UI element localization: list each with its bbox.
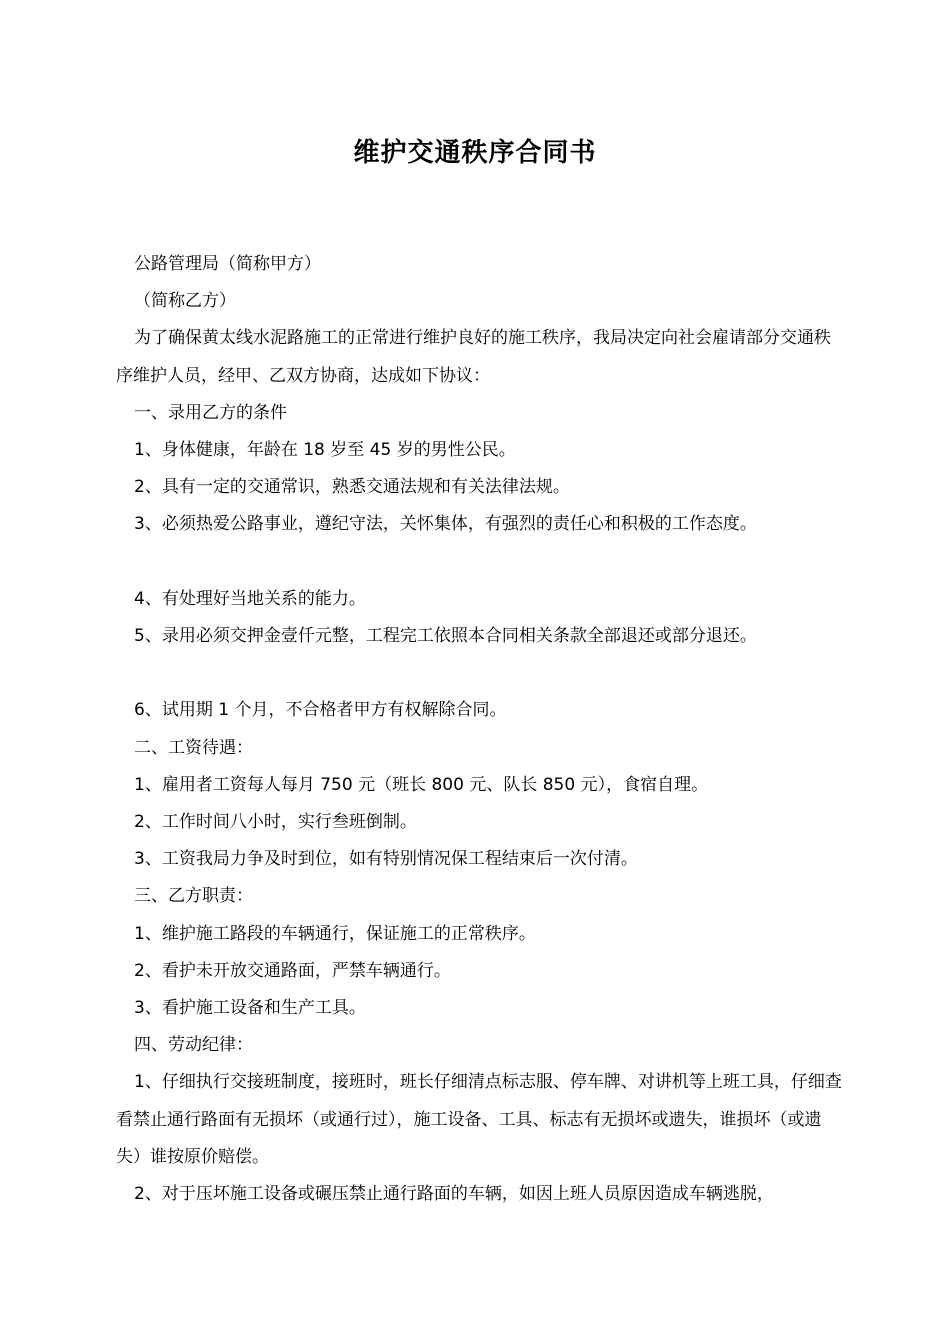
paragraph-discipline-1: 1、仔细执行交接班制度，接班时，班长仔细清点标志服、停车牌、对讲机等上班工具，仔细查看禁止通行路面有无损坏（或通行过），施工设备、工具、标志有无损坏或遗失，谁损坏（或遗失）谁按原价赔偿。 — [116, 1072, 842, 1167]
document-title: 维护交通秩序合同书 — [353, 138, 597, 168]
paragraph-condition-6: 6、试用期 1 个月，不合格者甲方有权解除合同。 — [134, 700, 507, 721]
paragraph-condition-3: 3、必须热爱公路事业，遵纪守法，关怀集体，有强烈的责任心和积极的工作态度。 — [134, 514, 757, 535]
paragraph-condition-4: 4、有处理好当地关系的能力。 — [134, 588, 366, 609]
paragraph-party-b: （简称乙方） — [134, 291, 236, 312]
paragraph-duty-3: 3、看护施工设备和生产工具。 — [134, 998, 366, 1019]
blank-line — [116, 544, 844, 581]
paragraph-wage-2: 2、工作时间八小时，实行叁班倒制。 — [134, 812, 417, 833]
paragraph-condition-2: 2、具有一定的交通常识，熟悉交通法规和有关法律法规。 — [134, 477, 570, 498]
paragraph-intro: 为了确保黄太线水泥路施工的正常进行维护良好的施工秩序，我局决定向社会雇请部分交通秩序维护人员，经甲、乙双方协商，达成如下协议： — [116, 328, 831, 386]
paragraph-condition-1: 1、身体健康，年龄在 18 岁至 45 岁的男性公民。 — [134, 440, 516, 461]
paragraph-duty-2: 2、看护未开放交通路面，严禁车辆通行。 — [134, 960, 451, 981]
paragraph-wage-3: 3、工资我局力争及时到位，如有特别情况保工程结束后一次付清。 — [134, 849, 638, 870]
section-heading-duties: 三、乙方职责： — [134, 886, 253, 907]
paragraph-party-a: 公路管理局（简称甲方） — [134, 254, 321, 274]
paragraph-condition-5: 5、录用必须交押金壹仟元整，工程完工依照本合同相关条款全部退还或部分退还。 — [134, 626, 757, 647]
section-heading-discipline: 四、劳动纪律： — [134, 1035, 253, 1056]
paragraph-duty-1: 1、维护施工路段的车辆通行，保证施工的正常秩序。 — [134, 923, 536, 944]
blank-line — [116, 655, 844, 692]
paragraph-wage-1: 1、雇用者工资每人每月 750 元（班长 800 元、队长 850 元），食宿自理。 — [134, 774, 709, 795]
section-heading-conditions: 一、录用乙方的条件 — [134, 402, 287, 423]
section-heading-wages: 二、工资待遇： — [134, 737, 253, 758]
document-body — [116, 246, 844, 1213]
paragraph-discipline-2: 2、对于压坏施工设备或碾压禁止通行路面的车辆，如因上班人员原因造成车辆逃脱， — [134, 1184, 774, 1205]
